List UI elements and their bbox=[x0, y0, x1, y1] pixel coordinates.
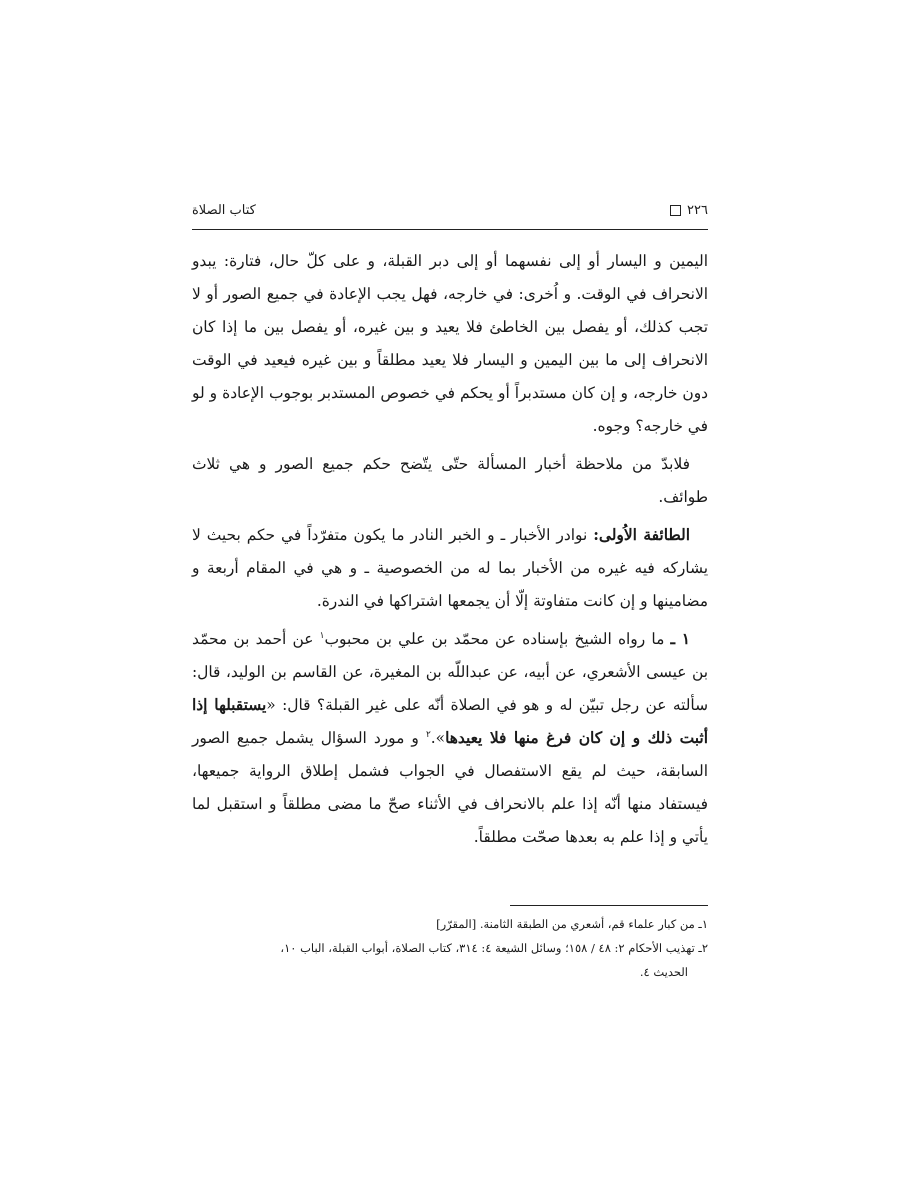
item-number: ١ ـ bbox=[670, 630, 690, 648]
paragraph-3 bbox=[192, 519, 708, 618]
footnote-2-line-2: الحديث ٤. bbox=[639, 965, 688, 979]
footnote-1: ١ـ من كبار علماء قم، أشعري من الطبقة الثامنة. [المقرّر] bbox=[436, 917, 708, 931]
footnote-ref-2[interactable]: ٢ bbox=[425, 729, 431, 740]
paragraph-4-text-a: ما رواه الشيخ بإسناده عن محمّد بن علي بن محبوب bbox=[324, 630, 671, 648]
paragraph-2: فلابدّ من ملاحظة أخبار المسألة حتّى يتّضح حكم جميع الصور و هي ثلاث طوائف. bbox=[192, 455, 708, 506]
page-number-group bbox=[670, 203, 708, 218]
paragraph-4-text-c: ». bbox=[430, 729, 446, 747]
footnotes bbox=[192, 912, 708, 984]
paragraph-4-text-b: عن أحمد بن محمّد بن عيسى الأشعري، عن أبيه، عن عبداللّه بن المغيرة، عن القاسم بن الوليد، قال: سألته عن رجل تبيّن له و هو في الصلاة أنّه على غير القبلة؟ قال: « bbox=[192, 630, 708, 714]
main-text bbox=[192, 245, 708, 854]
paragraph-1: اليمين و اليسار أو إلى نفسهما أو إلى دبر القبلة، و على كلّ حال، فتارة: يبدو الانحراف في الوقت. و اُخرى: في خارجه، فهل يجب الإعادة في جميع الصور أو لا تجب كذلك، أو يفصل بين الخاطئ فلا يعيد و بين غيره، أو يفصل بين ما إذا كان الانحراف إلى ما بين اليمين و اليسار فلا يعيد مطلقاً و بين غيره فيعيد في الوقت دون خارجه، و إن كان مستدبراً أو يحكم في خصوص المستدبر بوجوب الإعادة و لو في خارجه؟ وجوه. bbox=[192, 252, 708, 435]
book-title: كتاب الصلاة bbox=[192, 202, 256, 218]
header-divider bbox=[192, 229, 708, 230]
paragraph-3-text: نوادر الأخبار ـ و الخبر النادر ما يكون متفرّداً في حكم بحيث لا يشاركه فيه غيره من الأخبار بما له من الخصوصية ـ و هي في المقام أربعة و مضامينها و إن كانت متفاوتة إلّا أن يجمعها اشتراكها في الندرة. bbox=[192, 526, 708, 610]
footnote-2-line-1: ٢ـ تهذيب الأحكام ٢: ٤٨ / ١٥٨؛ وسائل الشيعة ٤: ٣١٤، كتاب الصلاة، أبواب القبلة، الباب ١٠، bbox=[280, 941, 708, 955]
section-title: الطائفة الاُولى: bbox=[593, 526, 690, 544]
footnote-divider bbox=[510, 905, 708, 906]
page-number: ٢٢٦ bbox=[687, 202, 708, 218]
paragraph-4-text-d: و مورد السؤال يشمل جميع الصور السابقة، حيث لم يقع الاستفصال في الجواب فشمل إطلاق الرواية جميعها، فيستفاد منها أنّه إذا علم بالانحراف في الأثناء صحّ ما مضى مطلقاً و استقبل لما يأتي و إذا علم به بعدها صحّت مطلقاً. bbox=[192, 729, 708, 846]
running-header bbox=[192, 199, 708, 221]
footnote-ref-1[interactable]: ١ bbox=[319, 630, 325, 641]
paragraph-4 bbox=[192, 623, 708, 854]
square-icon bbox=[670, 205, 681, 216]
page bbox=[192, 0, 708, 1200]
hadith-quote: يستقبلها إذا أثبت ذلك و إن كان فرغ منها فلا يعيدها bbox=[192, 696, 708, 747]
